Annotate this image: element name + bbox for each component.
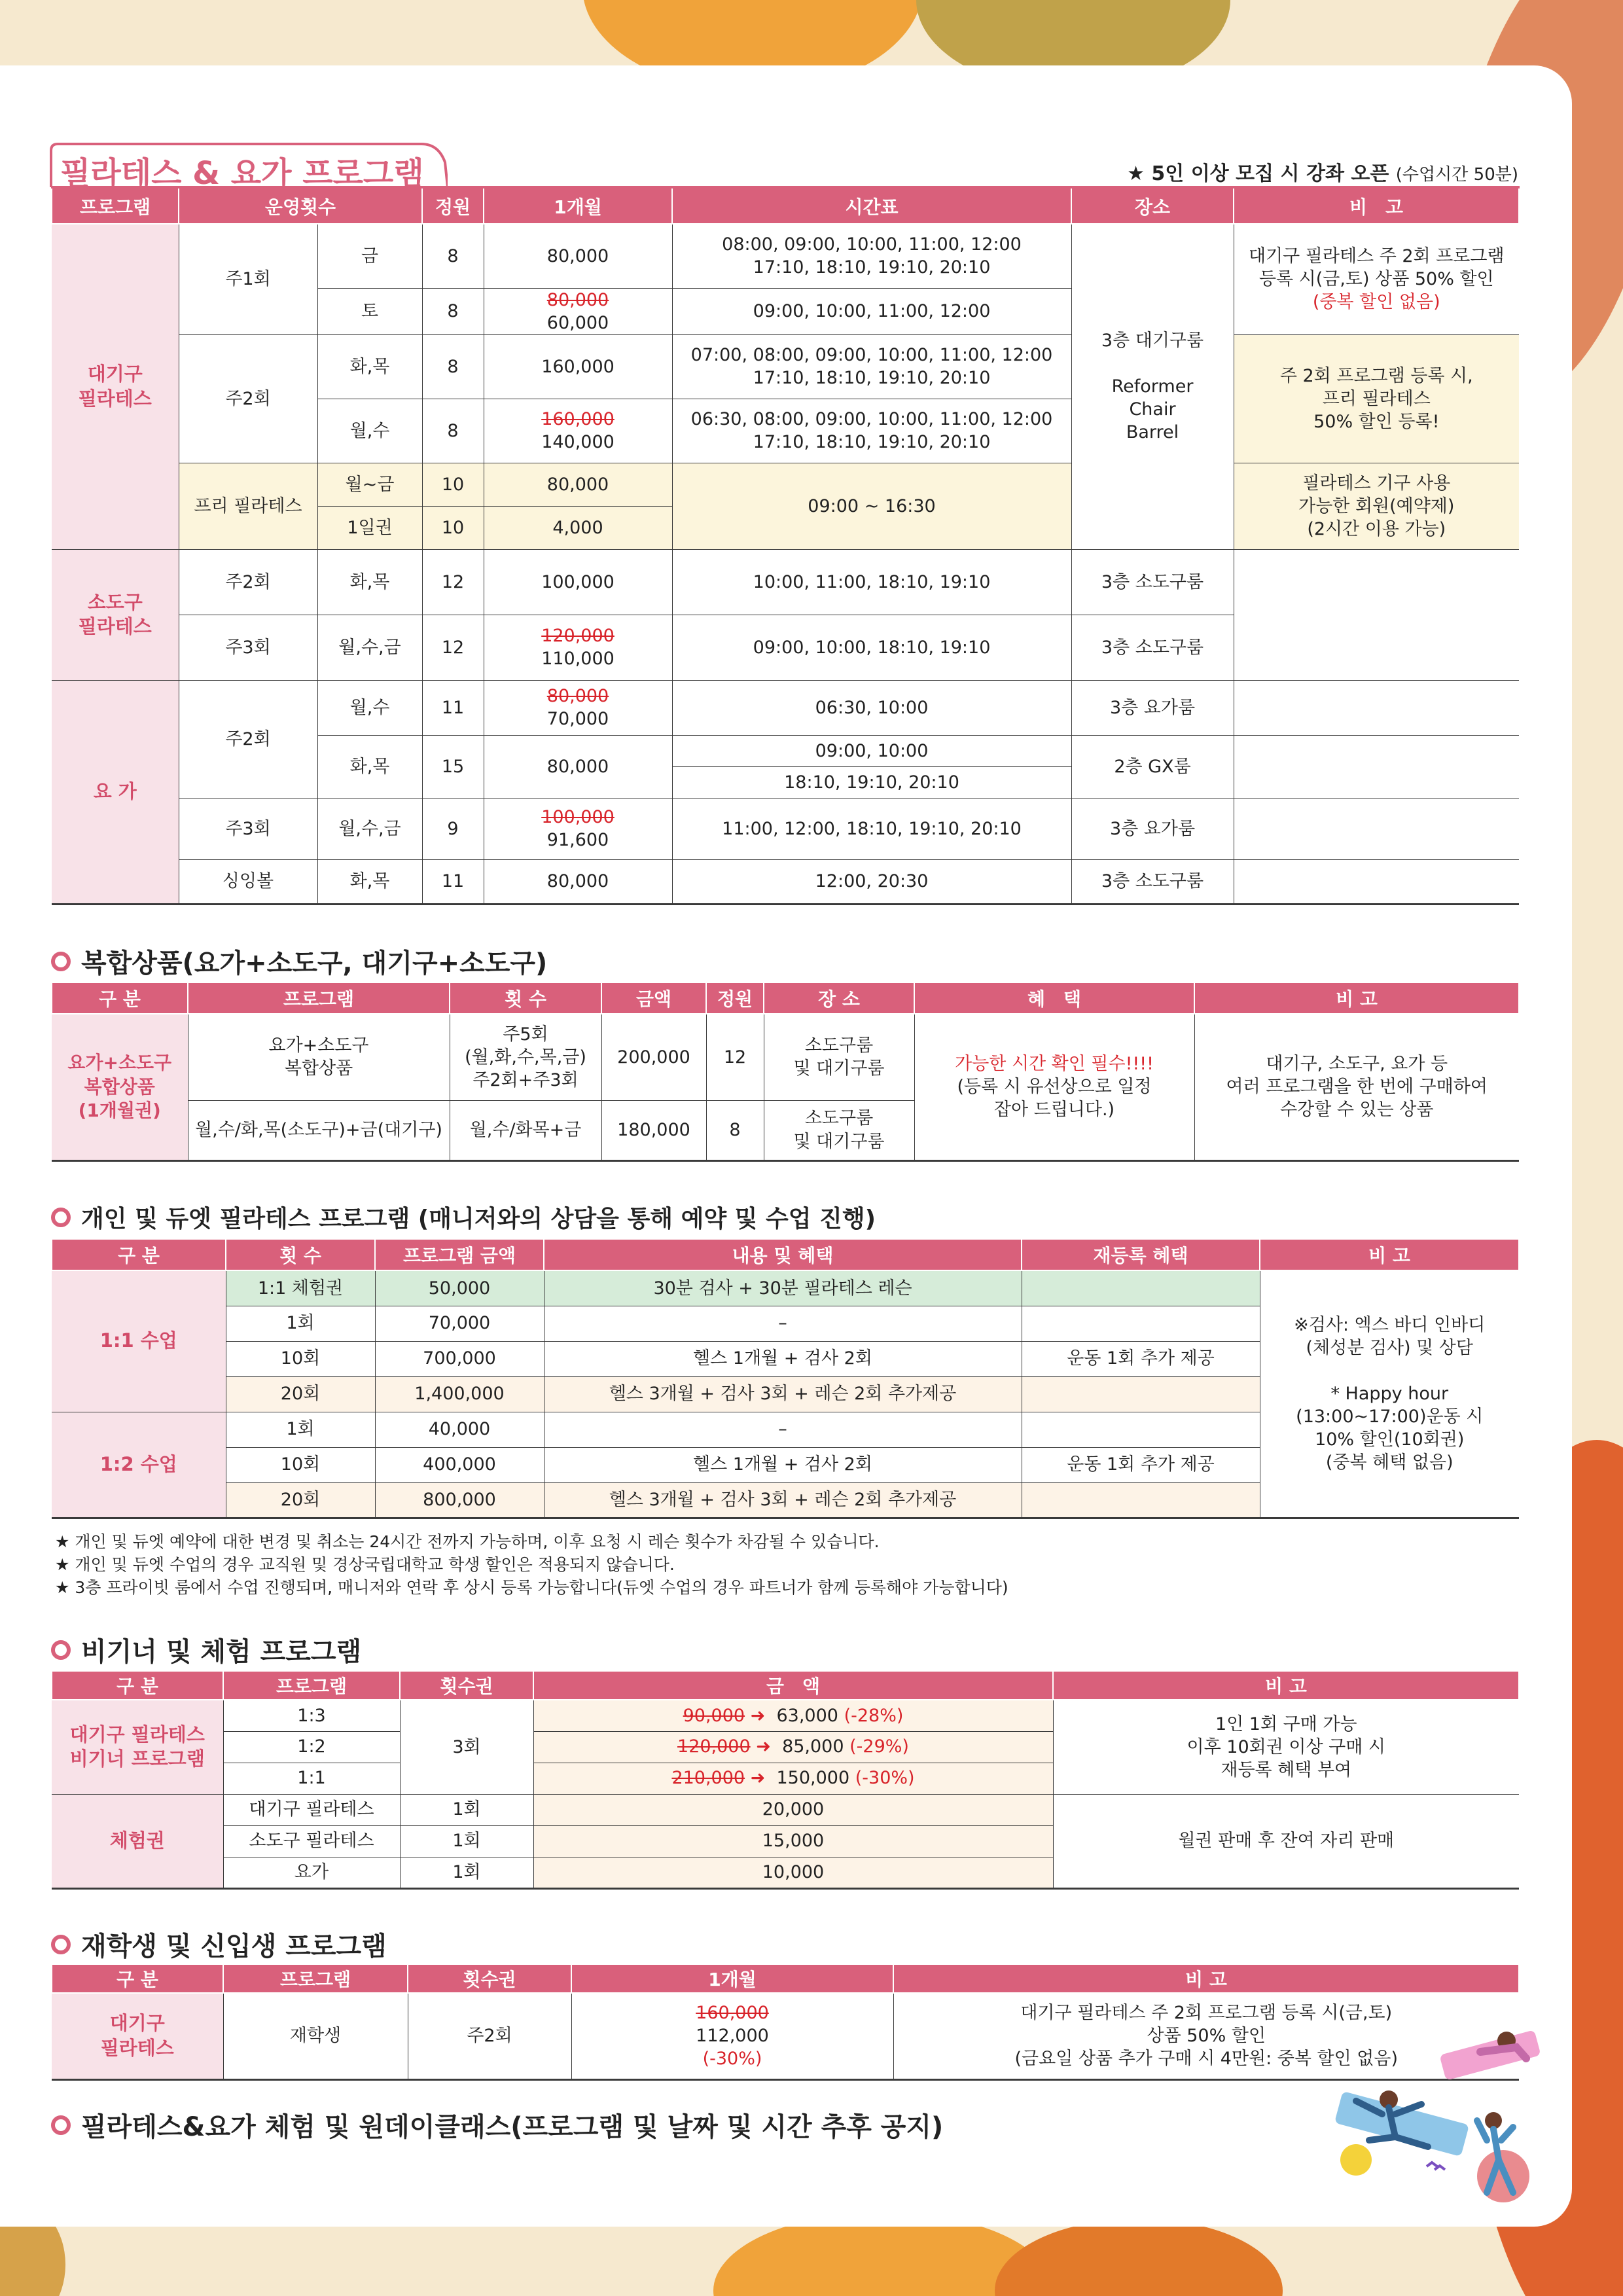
note-cell [1234,224,1519,334]
col-schedule: 시간표 [672,187,1071,224]
free-pilates-label: 프리 필라테스 [179,463,317,549]
section-title: 복합상품(요가+소도구, 대기구+소도구) [81,948,548,978]
price-cell [484,288,672,334]
count-cell: 1:1 체험권 [226,1270,375,1306]
col-count: 횟수권 [400,1671,533,1700]
col-price: 프로그램 금액 [375,1239,544,1270]
day-cell: 화,목 [317,334,422,399]
price-cell [571,1993,893,2079]
freq-cell: 주3회 [179,798,317,859]
section-heading-combo [51,942,547,980]
price-cell: 100,000 [484,549,672,615]
bullet-icon [51,1640,71,1660]
day-cell: 화,목 [317,549,422,615]
beginner-table [51,1670,1520,1890]
freq-twice-weekly: 주2회 [179,334,317,463]
reregister-cell: 운동 1회 추가 제공 [1022,1447,1260,1482]
capacity-cell: 8 [422,399,484,463]
section-heading-beginner [51,1631,361,1668]
col-note: 비 고 [1234,187,1519,224]
benefit-text: (등록 시 유선상으로 일정 잡아 드립니다.) [957,1077,1152,1121]
count-cell: 10회 [226,1341,375,1376]
schedule-cell: 18:10, 19:10, 20:10 [672,766,1071,798]
category-1on2: 1:2 수업 [52,1412,226,1518]
price-cell: 400,000 [375,1447,544,1482]
reregister-cell [1022,1306,1260,1341]
col-content: 내용 및 혜택 [544,1239,1022,1270]
freq-once-weekly: 주1회 [179,224,317,334]
location-cell: 2층 GX룸 [1071,735,1234,798]
price-cell: 1,400,000 [375,1376,544,1412]
content-cell: – [544,1306,1022,1341]
content-cell: – [544,1412,1022,1447]
location-cell: 소도구룸 및 대기구룸 [764,1100,914,1160]
price-cell [533,1763,1053,1794]
discount-price: 60,000 [546,312,609,333]
day-cell: 월,수,금 [317,798,422,859]
class-duration-note: (수업시간 50분) [1395,165,1518,185]
footnote: ★ 개인 및 듀엣 예약에 대한 변경 및 취소는 24시간 전까지 가능하며, 이후 요청 시 레슨 횟수가 차감될 수 있습니다. [55,1532,880,1551]
capacity-cell: 10 [422,463,484,506]
col-count: 횟수권 [408,1964,571,1993]
price-cell [533,1700,1053,1731]
note-cell: 대기구, 소도구, 요가 등 여러 프로그램을 한 번에 구매하여 수강할 수 있는 상품 [1194,1014,1519,1160]
bullet-icon [51,2115,71,2135]
count-cell: 1회 [400,1857,533,1888]
footnote: ★ 3층 프라이빗 룸에서 수업 진행되며, 매니저와 연락 후 상시 등록 가능합니다(듀엣 수업의 경우 파트너가 함께 등록해야 가능합니다) [55,1578,1008,1597]
col-program: 프로그램 [188,982,450,1014]
capacity-cell: 9 [422,798,484,859]
location-cell: 3층 요가룸 [1071,798,1234,859]
capacity-cell: 15 [422,735,484,798]
price-cell [484,615,672,680]
arrow-icon: ➜ [745,1768,771,1789]
capacity-cell: 12 [706,1014,764,1100]
category-1on1: 1:1 수업 [52,1270,226,1412]
schedule-cell: 06:30, 10:00 [672,680,1071,735]
program-cell: 소도구 필라테스 [223,1825,400,1857]
capacity-cell: 11 [422,680,484,735]
section-heading-private [51,1200,876,1234]
day-cell: 1일권 [317,506,422,549]
discount-price: 91,600 [546,830,609,851]
schedule-cell: 07:00, 08:00, 09:00, 10:00, 11:00, 12:00 17:10, 18:10, 19:10, 20:10 [672,334,1071,399]
col-price: 금액 [601,982,706,1014]
bullet-icon [51,1208,71,1227]
original-price: 160,000 [696,2003,769,2024]
price-cell [533,1731,1053,1763]
original-price: 80,000 [546,686,609,707]
private-footnotes [55,1530,1008,1599]
discount-price: 85,000 [782,1736,844,1757]
capacity-cell: 10 [422,506,484,549]
original-price: 210,000 [671,1768,745,1789]
note-cell: 대기구 필라테스 주 2회 프로그램 등록 시(금,토) 상품 50% 할인 (금요일 상품 추가 구매 시 4만원: 중복 할인 없음) [893,1993,1519,2079]
original-price: 80,000 [546,289,609,310]
count-cell: 1회 [226,1412,375,1447]
capacity-cell: 12 [422,615,484,680]
price-cell: 80,000 [484,859,672,904]
count-cell: 1회 [400,1794,533,1825]
day-cell: 토 [317,288,422,334]
col-monthly: 1개월 [571,1964,893,1993]
col-note: 비 고 [893,1964,1519,1993]
price-cell: 80,000 [484,735,672,798]
discount-price: 140,000 [541,432,615,453]
freq-cell: 싱잉볼 [179,859,317,904]
category-trial: 체험권 [52,1794,223,1888]
section-heading-oneday [51,2106,943,2144]
reregister-cell [1022,1412,1260,1447]
col-category: 구 분 [52,1239,226,1270]
content-cell: 헬스 1개월 + 검사 2회 [544,1447,1022,1482]
category-small-pilates: 소도구 필라테스 [52,549,179,680]
col-category: 구 분 [52,1964,223,1993]
discount-percent: (-28%) [844,1705,904,1726]
location-cell: 3층 소도구룸 [1071,549,1234,615]
freq-cell: 주3회 [179,615,317,680]
note-text: 대기구 필라테스 주 2회 프로그램 등록 시(금,토) 상품 50% 할인 [1248,246,1505,290]
day-cell: 월,수 [317,680,422,735]
col-capacity: 정원 [706,982,764,1014]
price-cell: 4,000 [484,506,672,549]
col-note: 비 고 [1260,1239,1519,1270]
combo-table [51,982,1520,1162]
price-cell: 80,000 [484,463,672,506]
original-price: 100,000 [541,807,615,828]
original-price: 120,000 [541,626,615,647]
section-title: 비기너 및 체험 프로그램 [81,1637,362,1667]
footnote: ★ 개인 및 듀엣 수업의 경우 교직원 및 경상국립대학교 학생 할인은 적용되지 않습니다. [55,1555,675,1574]
col-benefit: 혜 택 [914,982,1194,1014]
price-cell: 200,000 [601,1014,706,1100]
program-cell: 대기구 필라테스 [223,1794,400,1825]
col-capacity: 정원 [422,187,484,224]
col-reregister: 재등록 혜택 [1022,1239,1260,1270]
price-cell: 800,000 [375,1482,544,1518]
yoga-people-illustration [1330,2022,1546,2219]
category-equipment-pilates: 대기구 필라테스 [52,1993,223,2079]
col-program: 프로그램 [52,187,179,224]
day-cell: 금 [317,224,422,288]
schedule-cell: 09:00 ~ 16:30 [672,463,1071,549]
location-cell: 3층 요가룸 [1071,680,1234,735]
discount-price: 110,000 [541,649,615,670]
pilates-yoga-table [51,186,1520,905]
col-location: 장 소 [764,982,914,1014]
program-cell: 1:3 [223,1700,400,1731]
col-count: 횟 수 [450,982,601,1014]
price-cell: 40,000 [375,1412,544,1447]
count-cell: 주2회 [408,1993,571,2079]
note-cell: 월권 판매 후 잔여 자리 판매 [1053,1794,1519,1888]
day-cell: 월~금 [317,463,422,506]
location-cell: 소도구룸 및 대기구룸 [764,1014,914,1100]
discount-price: 150,000 [776,1768,850,1789]
capacity-cell: 8 [422,334,484,399]
reregister-cell [1022,1376,1260,1412]
capacity-cell: 8 [422,288,484,334]
category-yoga: 요 가 [52,680,179,904]
note-cell [1234,680,1519,735]
price-cell: 50,000 [375,1270,544,1306]
discount-percent: (-30%) [702,2049,762,2070]
col-program: 프로그램 [223,1671,400,1700]
private-duet-table [51,1238,1520,1519]
discount-price: 70,000 [546,709,609,730]
category-combo: 요가+소도구 복합상품 (1개월권) [52,1014,188,1160]
category-equipment-pilates: 대기구 필라테스 [52,224,179,549]
arrow-icon: ➜ [745,1705,771,1726]
schedule-cell: 09:00, 10:00 [672,735,1071,766]
section-title: 재학생 및 신입생 프로그램 [81,1931,387,1962]
day-cell: 월,수 [317,399,422,463]
note-cell: 1인 1회 구매 가능 이후 10회권 이상 구매 시 재등록 혜택 부여 [1053,1700,1519,1794]
capacity-cell: 11 [422,859,484,904]
schedule-cell: 09:00, 10:00, 18:10, 19:10 [672,615,1071,680]
program-cell: 요가 [223,1857,400,1888]
content-cell: 헬스 1개월 + 검사 2회 [544,1341,1022,1376]
note-cell: 필라테스 기구 사용 가능한 회원(예약제) (2시간 이용 가능) [1234,463,1519,549]
note-cell [1234,798,1519,859]
arrow-icon: ➜ [750,1736,777,1757]
note-cell [1234,735,1519,798]
day-cell: 화,목 [317,859,422,904]
note-cell: ※검사: 엑스 바디 인바디 (체성분 검사) 및 상담 * Happy hour (13:00~17:00)운동 시 10% 할인(10회권) (중복 혜택 없음) [1260,1270,1519,1518]
day-cell: 화,목 [317,735,422,798]
note-cell [1234,549,1519,680]
schedule-cell: 11:00, 12:00, 18:10, 19:10, 20:10 [672,798,1071,859]
count-cell: 20회 [226,1376,375,1412]
freq-cell: 주2회 [179,549,317,615]
freq-cell: 주2회 [179,680,317,798]
count-cell: 주5회 (월,화,수,목,금) 주2회+주3회 [450,1014,601,1100]
reregister-cell [1022,1270,1260,1306]
day-cell: 월,수,금 [317,615,422,680]
section-title-pilates-yoga [51,143,1518,192]
benefit-warning: 가능한 시간 확인 필수!!!! [955,1054,1154,1075]
schedule-cell: 10:00, 11:00, 18:10, 19:10 [672,549,1071,615]
count-cell: 3회 [400,1700,533,1794]
count-cell: 1회 [400,1825,533,1857]
program-cell: 요가+소도구 복합상품 [188,1014,450,1100]
price-cell [484,399,672,463]
note-no-duplicate: (중복 할인 없음) [1312,292,1440,313]
reregister-cell [1022,1482,1260,1518]
price-cell: 10,000 [533,1857,1053,1888]
category-beginner: 대기구 필라테스 비기너 프로그램 [52,1700,223,1794]
col-location: 장소 [1071,187,1234,224]
price-cell: 80,000 [484,224,672,288]
col-frequency: 운영횟수 [179,187,422,224]
capacity-cell: 8 [706,1100,764,1160]
section-title: 필라테스 & 요가 프로그램 [60,155,424,192]
student-table [51,1964,1520,2081]
program-cell: 1:2 [223,1731,400,1763]
count-cell: 1회 [226,1306,375,1341]
schedule-cell: 06:30, 08:00, 09:00, 10:00, 11:00, 12:00 17:10, 18:10, 19:10, 20:10 [672,399,1071,463]
program-cell: 재학생 [223,1993,408,2079]
count-cell: 20회 [226,1482,375,1518]
price-cell: 700,000 [375,1341,544,1376]
program-cell: 월,수/화,목(소도구)+금(대기구) [188,1100,450,1160]
capacity-cell: 12 [422,549,484,615]
original-price: 120,000 [677,1736,751,1757]
content-cell: 헬스 3개월 + 검사 3회 + 레슨 2회 추가제공 [544,1376,1022,1412]
schedule-cell: 12:00, 20:30 [672,859,1071,904]
count-cell: 10회 [226,1447,375,1482]
content-cell: 헬스 3개월 + 검사 3회 + 레슨 2회 추가제공 [544,1482,1022,1518]
col-category: 구 분 [52,982,188,1014]
bullet-icon [51,952,71,971]
open-condition-notice: ★ 5인 이상 모집 시 강좌 오픈 [1127,162,1389,185]
price-cell: 160,000 [484,334,672,399]
discount-price: 112,000 [696,2026,769,2047]
note-cell: 주 2회 프로그램 등록 시, 프리 필라테스 50% 할인 등록! [1234,334,1519,463]
location-cell: 3층 소도구룸 [1071,615,1234,680]
col-price: 금 액 [533,1671,1053,1700]
capacity-cell: 8 [422,224,484,288]
content-cell: 30분 검사 + 30분 필라테스 레슨 [544,1270,1022,1306]
schedule-cell: 09:00, 10:00, 11:00, 12:00 [672,288,1071,334]
col-count: 횟 수 [226,1239,375,1270]
note-cell [1234,859,1519,904]
col-program: 프로그램 [223,1964,408,1993]
col-note: 비 고 [1194,982,1519,1014]
col-category: 구 분 [52,1671,223,1700]
bullet-icon [51,1935,71,1954]
count-cell: 월,수/화목+금 [450,1100,601,1160]
section-heading-student [51,1926,387,1963]
location-cell: 3층 소도구룸 [1071,859,1234,904]
price-cell [484,680,672,735]
discount-percent: (-30%) [855,1768,915,1789]
original-price: 90,000 [683,1705,745,1726]
discount-percent: (-29%) [849,1736,909,1757]
location-equipment-room: 3층 대기구룸 Reformer Chair Barrel [1071,224,1234,549]
col-monthly: 1개월 [484,187,672,224]
price-cell [484,798,672,859]
reregister-cell: 운동 1회 추가 제공 [1022,1341,1260,1376]
schedule-cell: 08:00, 09:00, 10:00, 11:00, 12:00 17:10, 18:10, 19:10, 20:10 [672,224,1071,288]
program-cell: 1:1 [223,1763,400,1794]
benefit-cell [914,1014,1194,1160]
price-cell: 180,000 [601,1100,706,1160]
discount-price: 63,000 [776,1705,838,1726]
original-price: 160,000 [541,409,615,430]
col-note: 비 고 [1053,1671,1519,1700]
price-cell: 15,000 [533,1825,1053,1857]
section-title: 필라테스&요가 체험 및 원데이클래스(프로그램 및 날짜 및 시간 추후 공지) [81,2112,944,2142]
price-cell: 70,000 [375,1306,544,1341]
section-title: 개인 및 듀엣 필라테스 프로그램 (매니저와의 상담을 통해 예약 및 수업 진행) [81,1206,876,1232]
price-cell: 20,000 [533,1794,1053,1825]
